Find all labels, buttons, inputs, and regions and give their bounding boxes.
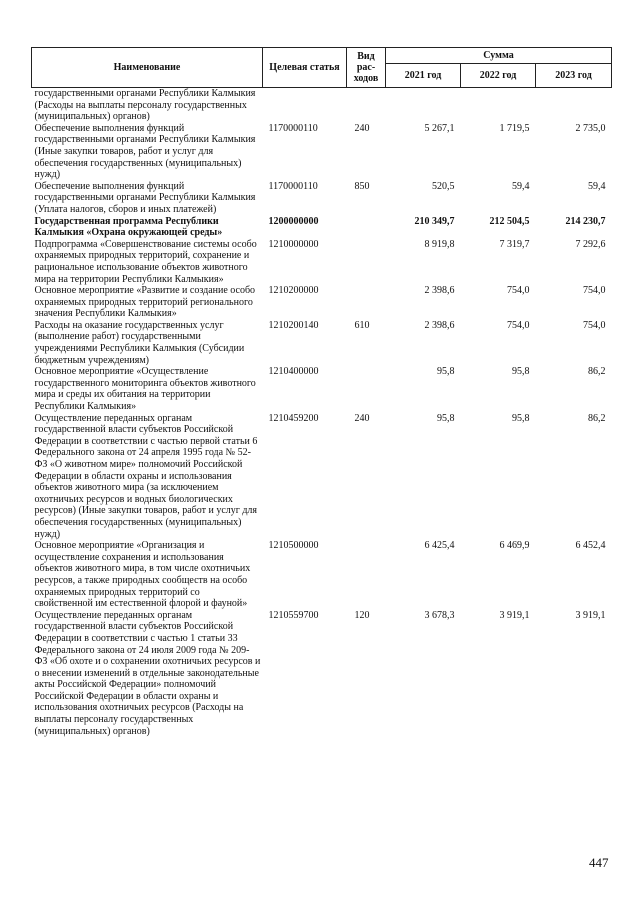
row-2023-cell: 214 230,7 (565, 215, 606, 227)
row-2023-cell: 754,0 (583, 319, 606, 331)
row-2023-cell: 2 735,0 (575, 122, 606, 134)
row-2022-cell: 95,8 (512, 412, 530, 424)
row-code-cell (263, 88, 347, 123)
row-code-cell: 1200000000 (268, 215, 319, 227)
row-2022-cell: 95,8 (512, 366, 530, 378)
row-code-cell: 1210200000 (268, 285, 319, 297)
row-2021-cell: 2 398,6 (424, 285, 455, 297)
header-sum: Сумма (386, 48, 612, 64)
row-2023-cell: 86,2 (588, 366, 606, 378)
row-2022-cell: 59,4 (512, 180, 530, 192)
table-row (32, 181, 612, 216)
row-2023-cell: 86,2 (588, 412, 606, 424)
row-code-cell: 1210000000 (268, 238, 319, 250)
row-name-cell: Осуществление переданных органам государственной власти субъектов Российской Федерации в соответствии с частью 1 статьи 33 Федерального закона от 24 июля 2009 года № 209-ФЗ «Об охоте и о сохранении охотничьих ресурсов и о внесении изменений в отдельные законодательные акты Российской Федерации» полномочий Российской Федерации в области охраны и использования охотничьих ресурсов (Расходы на выплаты персоналу государственных (муниципальных) органов) (34, 609, 261, 737)
row-name-cell: Обеспечение выполнения функций государственными органами Республики Калмыкия (Уплата налогов, сборов и иных платежей) (34, 180, 256, 215)
table-body (32, 88, 612, 738)
header-2023: 2023 год (536, 64, 612, 88)
row-code-cell: 1210400000 (268, 366, 319, 378)
row-name-cell: Осуществление переданных органам государственной власти субъектов Российской Федерации в соответствии с частью первой статьи 6 Федерального закона от 24 апреля 1995 года № 52-ФЗ «О животном мире» полномочий Российской Федерации в области охраны и использования объектов животного мира (за исключением охотничьих ресурсов и водных биологических ресурсов) (Иные закупки товаров, работ и услуг для обеспечения государственных (муниципальных) нужд) (34, 412, 258, 540)
row-2022-cell: 1 719,5 (499, 122, 530, 134)
row-2021-cell: 210 349,7 (414, 215, 455, 227)
table-row (32, 540, 612, 610)
header-vid: Вид рас-ходов (347, 48, 386, 88)
header-2022: 2022 год (461, 64, 536, 88)
row-2023-cell: 754,0 (583, 285, 606, 297)
row-2022-cell: 212 504,5 (489, 215, 530, 227)
table-row (32, 216, 612, 239)
row-2021-cell: 95,8 (437, 412, 455, 424)
budget-table (31, 47, 612, 737)
table-row (32, 239, 612, 285)
row-vid-cell: 120 (354, 609, 370, 621)
row-code-cell: 1210500000 (268, 540, 319, 552)
row-name-cell: государственными органами Республики Калмыкия (Расходы на выплаты персоналу государственных (муниципальных) органов) (34, 88, 256, 123)
page-number: 447 (589, 855, 609, 870)
row-2021-cell: 520,5 (432, 180, 455, 192)
row-vid-cell (347, 239, 386, 285)
row-code-cell: 1170000110 (268, 122, 318, 134)
table-row (32, 88, 612, 123)
row-2022-cell: 7 319,7 (499, 238, 530, 250)
row-vid-cell: 850 (354, 180, 370, 192)
row-2021-cell: 95,8 (437, 366, 455, 378)
row-name-cell: Обеспечение выполнения функций государственными органами Республики Калмыкия (Иные закупки товаров, работ и услуг для обеспечения государственных (муниципальных) нужд) (34, 122, 256, 181)
row-2021-cell: 6 425,4 (424, 540, 455, 552)
row-2021-cell: 5 267,1 (424, 122, 455, 134)
row-2022-cell (461, 88, 536, 123)
row-code-cell: 1170000110 (268, 180, 318, 192)
table-row (32, 320, 612, 366)
budget-table-page (31, 47, 611, 737)
row-code-cell: 1210459200 (268, 412, 319, 424)
row-name-cell: Государственная программа Республики Калмыкия «Охрана окружающей среды» (34, 215, 223, 239)
row-name-cell: Основное мероприятие «Развитие и создание особо охраняемых природных территорий регионального значения Республики Калмыкия» (34, 285, 256, 320)
row-vid-cell (347, 366, 386, 412)
row-vid-cell: 240 (354, 122, 370, 134)
row-2023-cell: 59,4 (588, 180, 606, 192)
row-2021-cell: 2 398,6 (424, 319, 455, 331)
row-vid-cell (347, 285, 386, 320)
row-vid-cell: 610 (354, 319, 370, 331)
row-code-cell: 1210559700 (268, 609, 319, 621)
header-2021: 2021 год (386, 64, 461, 88)
row-2022-cell: 3 919,1 (499, 609, 530, 621)
row-2023-cell: 7 292,6 (575, 238, 606, 250)
row-vid-cell (347, 216, 386, 239)
row-2023-cell (536, 88, 612, 123)
table-row (32, 413, 612, 541)
row-2023-cell: 6 452,4 (575, 540, 606, 552)
header-name: Наименование (32, 48, 263, 88)
row-vid-cell (347, 540, 386, 610)
row-2022-cell: 754,0 (507, 319, 530, 331)
row-name-cell: Основное мероприятие «Осуществление государственного мониторинга объектов животного мира и среды их обитания на территории Республики Калмыкия» (34, 366, 256, 413)
row-vid-cell: 240 (354, 412, 370, 424)
row-name-cell: Основное мероприятие «Организация и осуществление сохранения и использования объектов животного мира, в том числе охотничьих ресурсов, а также природных сообществ на особо охраняемых природных территорий со свойственной им естественной флорой и фауной» (34, 540, 251, 610)
row-2021-cell (386, 88, 461, 123)
row-2021-cell: 8 919,8 (424, 238, 455, 250)
row-2021-cell: 3 678,3 (424, 609, 455, 621)
row-name-cell: Расходы на оказание государственных услуг (выполнение работ) государственными учреждениями Республики Калмыкия (Субсидии бюджетным учреждениям) (34, 319, 245, 366)
table-row (32, 366, 612, 412)
table-row (32, 610, 612, 738)
row-code-cell: 1210200140 (268, 319, 319, 331)
header-code: Целевая статья (263, 48, 347, 88)
table-row (32, 123, 612, 181)
row-2022-cell: 6 469,9 (499, 540, 530, 552)
row-name-cell: Подпрограмма «Совершенствование системы особо охраняемых природных территорий, сохранение и рациональное использование объектов животного мира на территории Республики Калмыкия» (34, 238, 257, 285)
table-row (32, 285, 612, 320)
row-2022-cell: 754,0 (507, 285, 530, 297)
row-vid-cell (347, 88, 386, 123)
row-2023-cell: 3 919,1 (575, 609, 606, 621)
